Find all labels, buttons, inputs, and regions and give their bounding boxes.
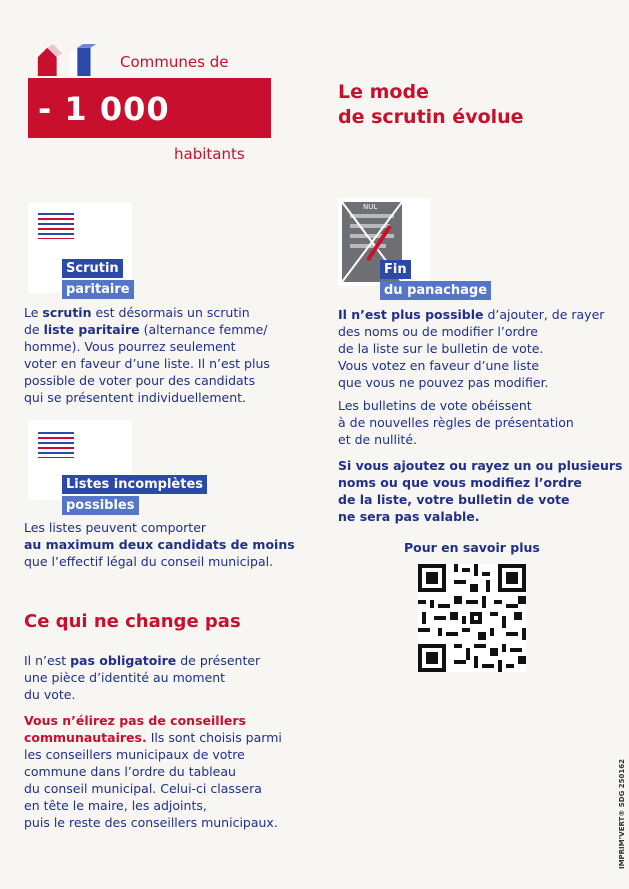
ballot-label: NUL bbox=[363, 203, 378, 211]
scrutin-text: Le scrutin est désormais un scrutin de liste paritaire (alternance femme/ homme). Vous pourrez seulement voter en faveur d’une liste. Il n’est plus possible de voter pour des candidats qui se présentent individuellement. bbox=[24, 305, 270, 405]
fin-tag: Fin du panachage bbox=[380, 258, 491, 300]
inchange-text-1: Il n’est pas obligatoire de présenter une pièce d’identité au moment du vote. bbox=[24, 653, 261, 702]
fin-text-1: Il n’est plus possible d’ajouter, de rayer des noms ou de modifier l’ordre de la liste sur le bulletin de vote. Vous votez en faveur d’une liste que vous ne pouvez pas modifier. bbox=[338, 307, 605, 390]
qr-code-icon[interactable] bbox=[418, 564, 526, 672]
listes-text: Les listes peuvent comporter au maximum deux candidats de moins que l’effectif légal du conseil municipal. bbox=[24, 520, 295, 569]
population-threshold: - 1 000 bbox=[38, 90, 170, 128]
fin-text-2: Les bulletins de vote obéissent à de nouvelles règles de présentation et de nullité. bbox=[338, 398, 574, 447]
savoir-plus-label: Pour en savoir plus bbox=[404, 540, 540, 555]
habitants-label: habitants bbox=[174, 145, 245, 163]
striped-list-icon bbox=[38, 213, 74, 239]
striped-list-icon bbox=[38, 432, 74, 458]
houses-icon bbox=[32, 44, 102, 76]
listes-tag: Listes incomplètes possibles bbox=[62, 473, 207, 515]
fin-warning: Si vous ajoutez ou rayez un ou plusieurs noms ou que vous modifiez l’ordre de la liste, votre bulletin de vote ne sera pas valable. bbox=[338, 458, 623, 524]
inchange-title: Ce qui ne change pas bbox=[24, 611, 241, 632]
imprint-mark: IMPRIM’VERT® SDG 250162 bbox=[618, 758, 627, 870]
inchange-text-2: Vous n’élirez pas de conseillers communautaires. Ils sont choisis parmi les conseillers municipaux de votre commune dans l’ordre du tableau du conseil municipal. Celui-ci classera en tête le maire, les adjoints, puis le reste des conseillers municipaux. bbox=[24, 713, 282, 830]
scrutin-tag: Scrutin paritaire bbox=[62, 257, 134, 299]
mode-scrutin-title: Le mode de scrutin évolue bbox=[338, 81, 524, 128]
communes-de-label: Communes de bbox=[120, 53, 229, 71]
